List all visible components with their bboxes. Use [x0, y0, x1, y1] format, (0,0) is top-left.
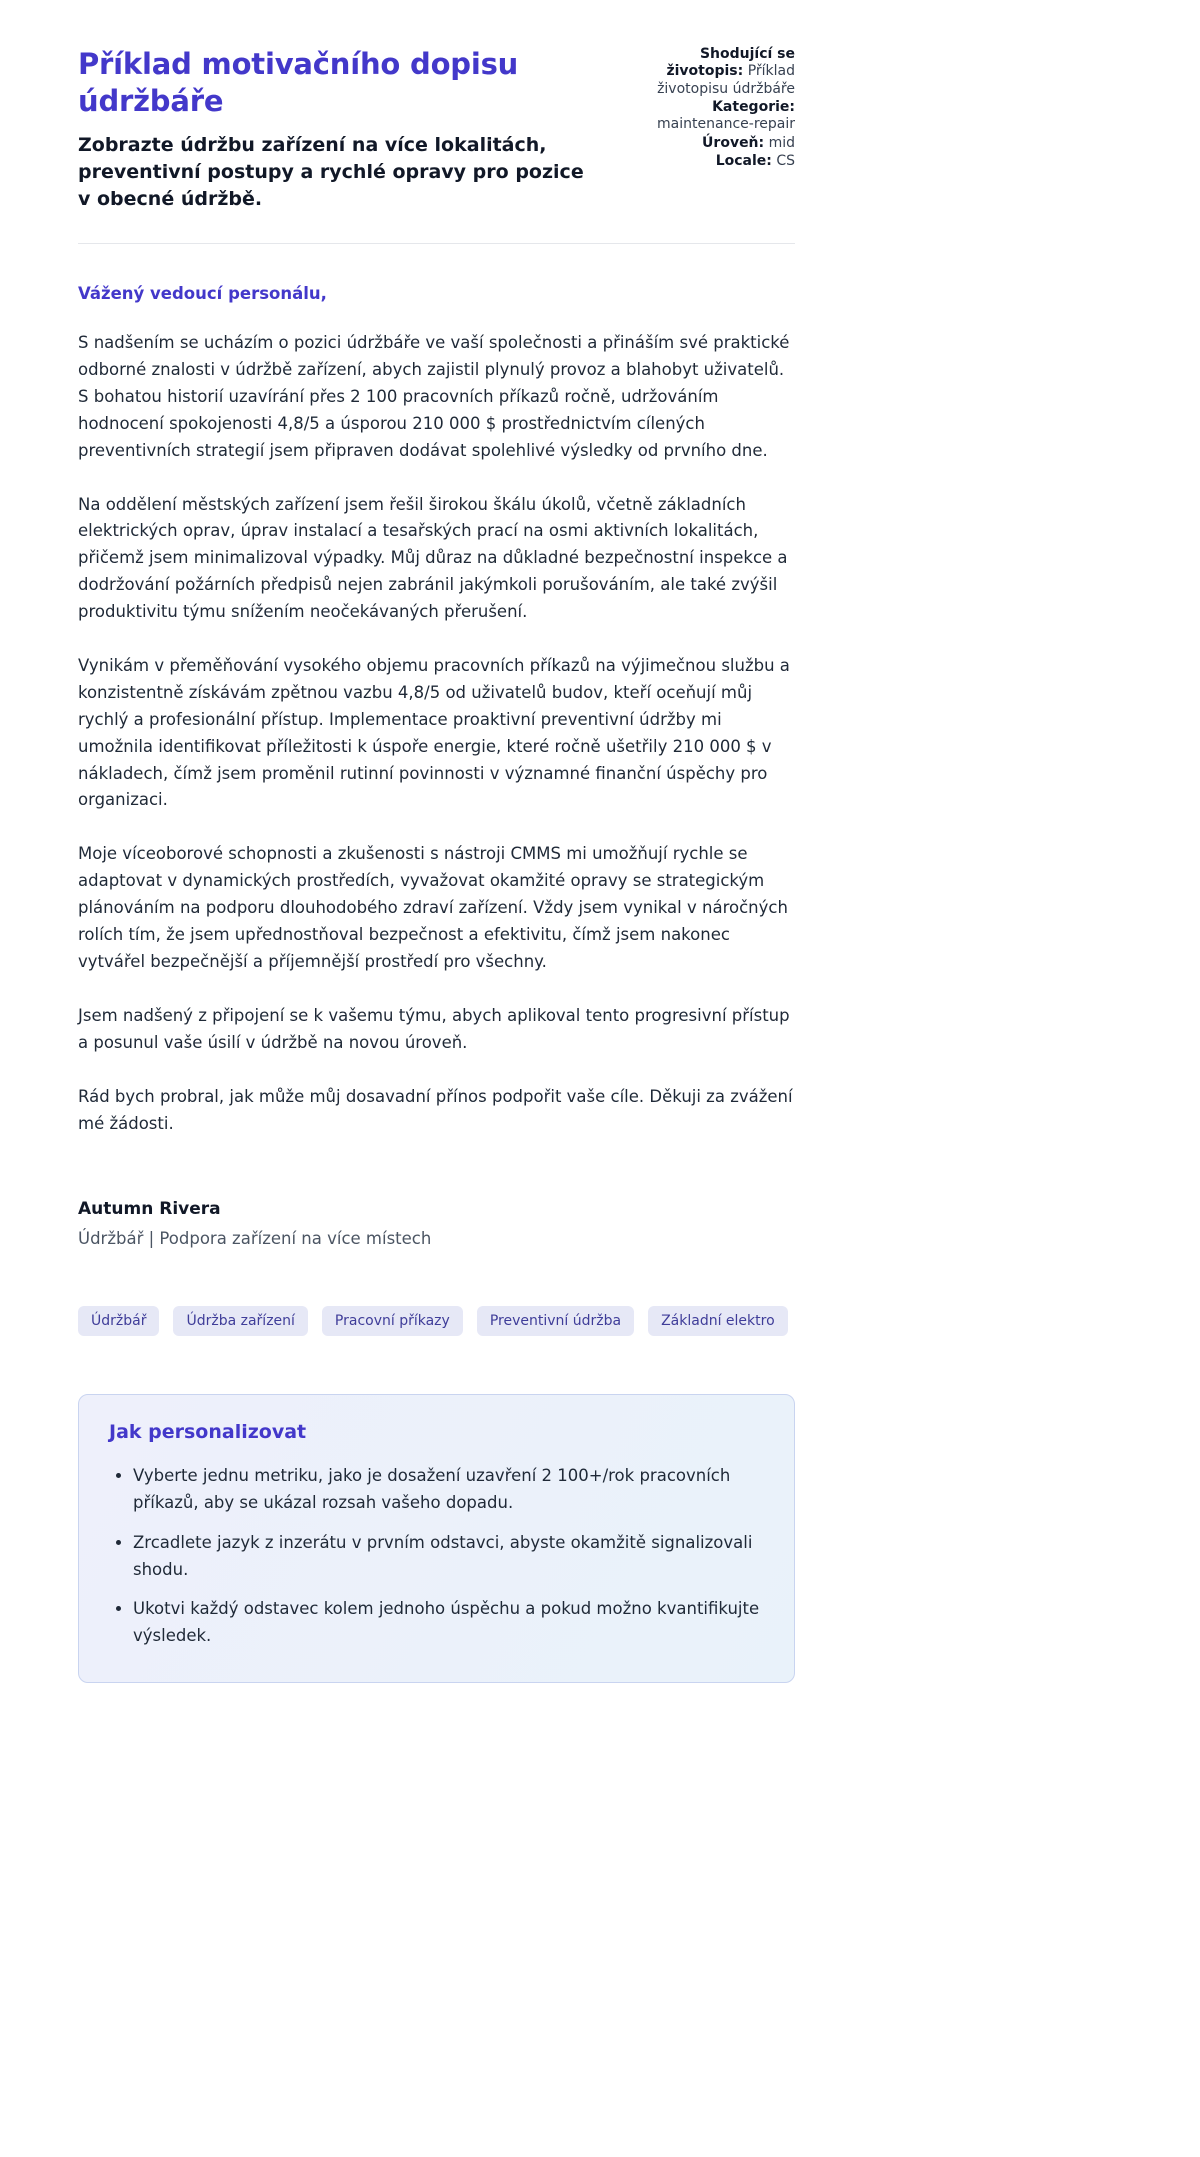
meta-matching-resume-label: Shodující se životopis: — [666, 46, 795, 80]
letter-greeting: Vážený vedoucí personálu, — [78, 284, 327, 304]
meta-locale — [623, 153, 795, 170]
signature-name: Autumn Rivera — [78, 1199, 221, 1220]
meta-panel — [623, 46, 795, 172]
page-header — [78, 46, 795, 213]
letter-body — [78, 284, 795, 1683]
personalization-callout — [78, 1394, 795, 1682]
letter-paragraph: Vynikám v přeměňování vysokého objemu pracovních příkazů na výjimečnou službu a konzistentně získávám zpětnou vazbu 4,8/5 od uživatelů budov, kteří oceňují můj rychlý a profesionální přístup. Implementace proaktivní preventivní údržby mi umožnila identifikovat příležitosti k úspoře energie, které ročně ušetřily 210 000 $ v nákladech, čímž jsem proměnil rutinní povinnosti v významné finanční úspěchy pro organizaci. — [78, 656, 790, 810]
letter-paragraph: S nadšením se ucházím o pozici údržbáře ve vaší společnosti a přináším své praktické odborné znalosti v údržbě zařízení, abych zajistil plynulý provoz a blahobyt uživatelů. S bohatou historií uzavírání přes 2 100 pracovních příkazů ročně, udržováním hodnocení spokojenosti 4,8/5 a úsporou 210 000 $ prostřednictvím cílených preventivních strategií jsem připraven dodávat spolehlivé výsledky od prvního dne. — [78, 333, 790, 460]
meta-locale-label: Locale: — [715, 153, 772, 170]
header-title-block — [78, 46, 593, 213]
meta-category-label: Kategorie: — [712, 99, 795, 116]
tag-list — [78, 1306, 795, 1336]
meta-level — [623, 135, 795, 152]
tag-chip[interactable]: Pracovní příkazy — [322, 1306, 463, 1336]
meta-matching-resume-value: Příklad životopisu údržbáře — [657, 63, 795, 97]
meta-locale-value: CS — [776, 153, 795, 170]
callout-item: • Vyberte jednu metriku, jako je dosažení uzavření 2 100+/rok pracovních příkazů, aby se ukázal rozsah vašeho dopadu. — [133, 1463, 764, 1516]
tag-chip[interactable]: Údržbář — [78, 1306, 159, 1336]
callout-item: • Ukotvi každý odstavec kolem jednoho úspěchu a pokud možno kvantifikujte výsledek. — [133, 1596, 764, 1649]
meta-level-label: Úroveň: — [702, 134, 765, 151]
letter-paragraph: Jsem nadšený z připojení se k vašemu týmu, abych aplikoval tento progresivní přístup a posunul vaše úsilí v údržbě na novou úroveň. — [78, 1005, 790, 1052]
tag-chip[interactable]: Základní elektro — [648, 1306, 788, 1336]
meta-matching-resume — [623, 46, 795, 98]
callout-list — [109, 1463, 764, 1649]
header-divider — [78, 243, 795, 244]
meta-level-value: mid — [768, 134, 795, 151]
letter-paragraph: Na oddělení městských zařízení jsem řešil širokou škálu úkolů, včetně základních elektrických oprav, úprav instalací a tesařských prací na osmi aktivních lokalitách, přičemž jsem minimalizoval výpadky. Můj důraz na důkladné bezpečnostní inspekce a dodržování požárních předpisů nejen zabránil jakýmkoli porušováním, ale také zvýšil produktivitu týmu snížením neočekávaných přerušení. — [78, 494, 788, 622]
callout-item: • Zrcadlete jazyk z inzerátu v prvním odstavci, abyste okamžitě signalizovali shodu. — [133, 1530, 764, 1583]
page-title: Příklad motivačního dopisu údržbáře — [78, 47, 519, 119]
signature-role: Údržbář | Podpora zařízení na více místech — [78, 1229, 432, 1249]
tag-chip[interactable]: Preventivní údržba — [477, 1306, 634, 1336]
letter-paragraph: Moje víceoborové schopnosti a zkušenosti s nástroji CMMS mi umožňují rychle se adaptovat v dynamických prostředích, vyvažovat okamžité opravy se strategickým plánováním na podporu dlouhodobého zdraví zařízení. Vždy jsem vynikal v náročných rolích tím, že jsem upřednostňoval bezpečnost a efektivitu, čímž jsem nakonec vytvářel bezpečnější a příjemnější prostředí pro všechny. — [78, 844, 788, 971]
letter-paragraph: Rád bych probral, jak může můj dosavadní přínos podpořit vaše cíle. Děkuji za zvážení mé žádosti. — [78, 1086, 793, 1133]
meta-category — [623, 99, 795, 134]
callout-title: Jak personalizovat — [109, 1421, 307, 1444]
page-subtitle: Zobrazte údržbu zařízení na více lokalitách, preventivní postupy a rychlé opravy pro pozice v obecné údržbě. — [78, 134, 584, 211]
cover-letter-page — [78, 0, 795, 1683]
tag-chip[interactable]: Údržba zařízení — [173, 1306, 307, 1336]
meta-category-value: maintenance-repair — [657, 116, 795, 133]
